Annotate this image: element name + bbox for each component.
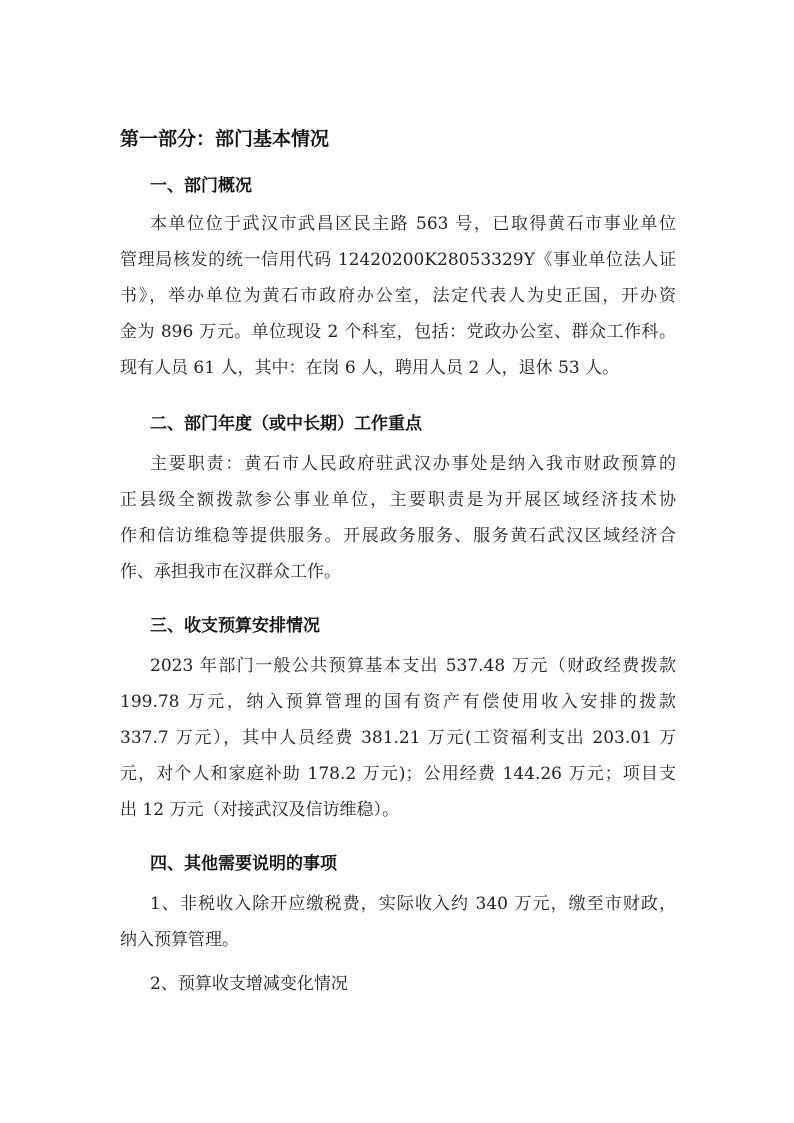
text-line: 金为 896 万元。单位现设 2 个科室，包括：党政办公室、群众工作科。 (120, 322, 676, 342)
text-line: 2023 年部门一般公共预算基本支出 537.48 万元（财政经费拨款 (150, 656, 676, 676)
section-heading-work-focus: 二、部门年度（或中长期）工作重点 (150, 414, 422, 434)
text-line: 书》，举办单位为黄石市政府办公室，法定代表人为史正国，开办资 (120, 286, 676, 306)
paragraph-budget (120, 648, 676, 828)
page-title: 第一部分：部门基本情况 (120, 128, 330, 150)
section-heading-budget: 三、收支预算安排情况 (150, 616, 320, 636)
text-line: 现有人员 61 人，其中：在岗 6 人，聘用人员 2 人，退休 53 人。 (120, 358, 620, 378)
text-line: 管理局核发的统一信用代码 12420200K28053329Y《事业单位法人证 (120, 250, 676, 270)
text-line: 正县级全额拨款参公事业单位，主要职责是为开展区域经济技术协 (120, 490, 676, 510)
text-line: 199.78 万元，纳入预算管理的国有资产有偿使用收入安排的拨款 (120, 692, 676, 712)
text-line: 元，对个人和家庭补助 178.2 万元)；公用经费 144.26 万元；项目支 (120, 764, 676, 784)
section-heading-other-matters: 四、其他需要说明的事项 (150, 854, 337, 874)
text-line: 2、预算收支增减变化情况 (150, 974, 348, 994)
text-line: 纳入预算管理。 (120, 930, 239, 950)
paragraph-work-focus (120, 446, 676, 590)
text-line: 本单位位于武汉市武昌区民主路 563 号，已取得黄石市事业单位 (150, 214, 676, 234)
text-line: 1、非税收入除开应缴税费，实际收入约 340 万元，缴至市财政， (150, 894, 676, 914)
text-line: 主要职责：黄石市人民政府驻武汉办事处是纳入我市财政预算的 (150, 454, 676, 474)
text-line: 出 12 万元（对接武汉及信访维稳）。 (120, 800, 399, 820)
paragraph-overview (120, 206, 676, 386)
text-line: 337.7 万元），其中人员经费 381.21 万元(工资福利支出 203.01 万 (120, 728, 676, 748)
text-line: 作和信访维稳等提供服务。开展政务服务、服务黄石武汉区域经济合 (120, 526, 676, 546)
paragraph-non-tax-income (120, 886, 676, 958)
text-line: 作、承担我市在汉群众工作。 (120, 562, 341, 582)
paragraph-budget-changes (120, 966, 676, 1002)
section-heading-overview: 一、部门概况 (150, 176, 252, 196)
